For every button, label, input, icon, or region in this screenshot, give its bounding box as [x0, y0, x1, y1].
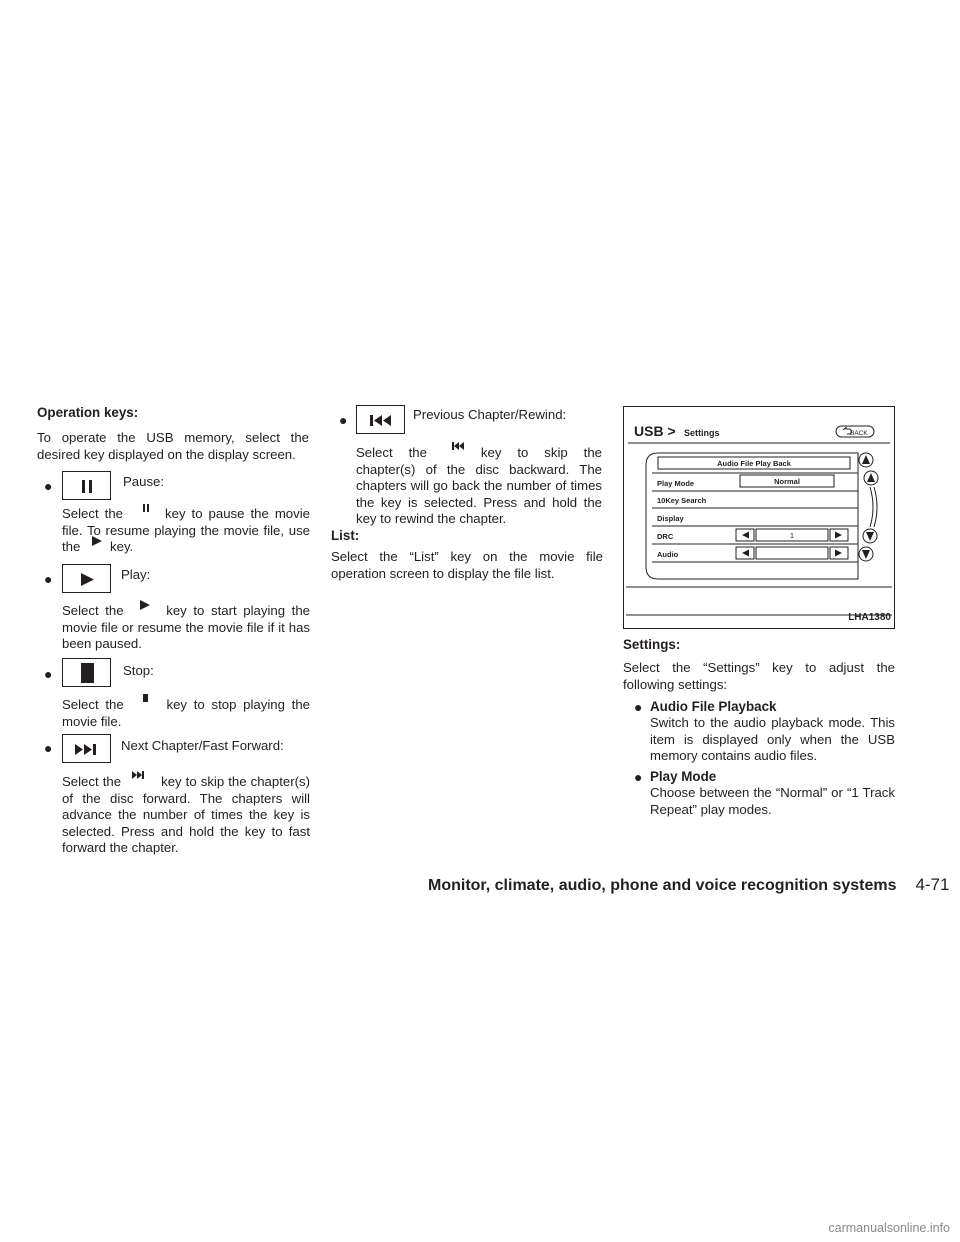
operation-intro: To operate the USB memory, select the desired key displayed on the display screen.: [37, 430, 309, 462]
watermark: carmanualsonline.info: [828, 1220, 950, 1235]
row-drc: DRC: [657, 532, 674, 541]
play-key: [62, 564, 111, 593]
page-number: 4-71: [915, 875, 950, 894]
skip-forward-icon: [125, 774, 161, 788]
bullet: ●: [44, 740, 53, 756]
row-10key-search: 10Key Search: [657, 496, 707, 505]
bullet: ●: [339, 412, 348, 428]
previous-chapter-label: Previous Chapter/Rewind:: [413, 407, 567, 422]
screen-settings-title: Settings: [684, 428, 720, 438]
settings-screen-figure: [623, 406, 895, 629]
setting-text-audio-file-playback: Switch to the audio playback mode. This item is displayed only when the USB memory contains audio files.: [650, 715, 895, 763]
stop-icon: [81, 663, 94, 683]
setting-text-play-mode: Choose between the “Normal” or “1 Track Repeat” play modes.: [650, 785, 895, 817]
pause-icon: [129, 506, 165, 520]
stop-icon: [130, 697, 166, 711]
bullet: ●: [44, 666, 53, 682]
bullet: ●: [44, 571, 53, 587]
stop-description: Select the key to stop playing the movie file.: [62, 697, 310, 730]
skip-forward-icon: [63, 735, 112, 764]
next-chapter-key: [62, 734, 111, 763]
pause-description: Select the key to pause the movie file. To resume playing the movie file, use the key.: [62, 506, 310, 554]
skip-back-icon: [357, 406, 406, 435]
skip-back-icon: [443, 445, 481, 459]
play-description: Select the key to start playing the movie file or resume the movie file if it has been paused.: [62, 603, 310, 653]
pause-label: Pause:: [123, 474, 165, 489]
previous-chapter-key: [356, 405, 405, 434]
bullet: ●: [634, 769, 643, 785]
figure-code: LHA1380: [848, 611, 891, 623]
list-heading: List:: [331, 528, 360, 543]
play-icon: [84, 539, 110, 553]
play-label: Play:: [121, 567, 151, 582]
bullet: ●: [634, 699, 643, 715]
list-description: Select the “List” key on the movie file operation screen to display the file list.: [331, 549, 603, 581]
play-icon: [63, 565, 112, 594]
pause-key: [62, 471, 111, 500]
settings-intro: Select the “Settings” key to adjust the following settings:: [623, 660, 895, 692]
setting-title-play-mode: Play Mode: [650, 769, 717, 784]
previous-chapter-description: Select the key to skip the chapter(s) of the disc backward. The chapters will go back the number of times the key is selected. Press and hold the key to rewind the chapter.: [356, 445, 602, 528]
footer-section-title: Monitor, climate, audio, phone and voice recognition systems: [428, 877, 897, 894]
settings-heading: Settings:: [623, 637, 681, 652]
bullet: ●: [44, 478, 53, 494]
setting-title-audio-file-playback: Audio File Playback: [650, 699, 777, 714]
play-icon: [130, 603, 166, 617]
page-footer: [428, 877, 949, 895]
row-play-mode: Play Mode: [657, 479, 695, 488]
operation-keys-heading: Operation keys:: [37, 405, 139, 420]
row-display: Display: [657, 514, 684, 523]
row-audio: Audio: [657, 550, 679, 559]
stop-key: [62, 658, 111, 687]
screen-usb-title: USB >: [634, 423, 676, 439]
drc-value: 1: [789, 531, 795, 540]
row-audio-file-play-back: Audio File Play Back: [717, 459, 791, 468]
next-chapter-description: Select the key to skip the chapter(s) of the disc forward. The chapters will advance the number of times the key is selected. Press and hold the key to fast forward the chapter.: [62, 774, 310, 857]
pause-icon: [82, 480, 85, 493]
stop-label: Stop:: [123, 663, 154, 678]
back-button-label: BACK: [850, 430, 868, 437]
play-mode-value: Normal: [774, 477, 800, 486]
next-chapter-label: Next Chapter/Fast Forward:: [121, 738, 284, 753]
